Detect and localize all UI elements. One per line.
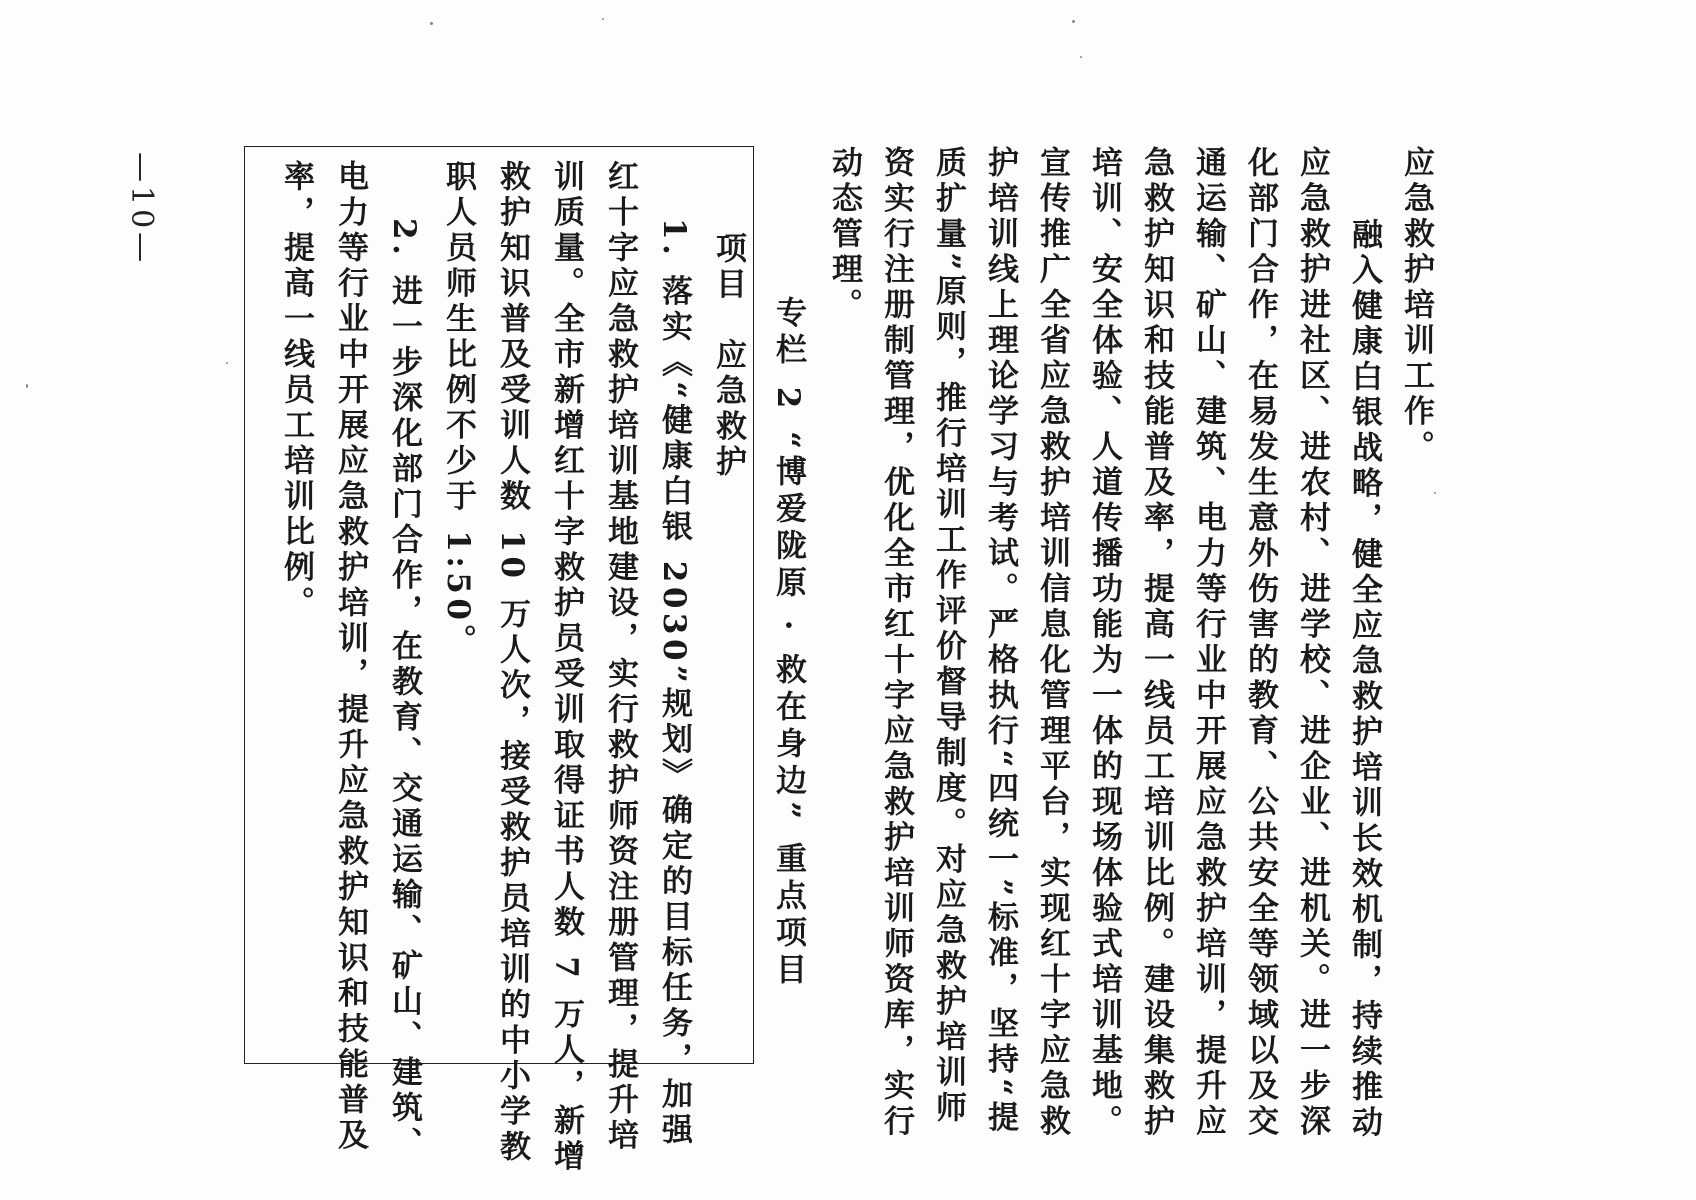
- column-title: 专栏 2 “博爱陇原 · 救在身边” 重点项目: [770, 296, 806, 990]
- body-line-7: 培训、安全体验、人道传播功能为一体的现场体验式培训基地。: [1086, 146, 1122, 1140]
- scan-speck: [602, 18, 604, 20]
- body-line-6: 急救护知识和技能普及率，提高一线员工培训比例。建设集救护: [1138, 146, 1174, 1140]
- column-line-2: 红十字应急救护培训基地建设，实行救护师资注册管理，提升培: [602, 160, 638, 1154]
- body-line-8: 宣传推广全省应急救护培训信息化管理平台，实现红十字应急救: [1034, 146, 1070, 1140]
- scan-speck: [1072, 20, 1075, 23]
- column-item-heading: 项目 应急救护: [710, 232, 746, 481]
- scan-speck: [26, 384, 28, 388]
- body-line-5: 通运输、矿山、建筑、电力等行业中开展应急救护培训，提升应: [1190, 146, 1226, 1140]
- scan-speck: [1080, 56, 1082, 58]
- body-line-3: 应急救护进社区、进农村、进学校、进企业、进机关。进一步深: [1294, 146, 1330, 1140]
- column-line-4: 救护知识普及受训人数 10 万人次，接受救护员培训的中小学教: [494, 160, 530, 1166]
- scan-speck: [1434, 492, 1436, 494]
- column-line-1: 1. 落实《“健康白银 2030”规划》确定的目标任务，加强: [656, 218, 692, 1149]
- body-line-11: 资实行注册制管理，优化全市红十字应急救护培训师资库，实行: [878, 146, 914, 1140]
- column-line-5: 职人员师生比例不少于 1:50。: [440, 160, 476, 660]
- body-line-2: 融入健康白银战略，健全应急救护培训长效机制，持续推动: [1346, 218, 1382, 1141]
- body-line-12: 动态管理。: [826, 146, 862, 324]
- body-line-9: 护培训线上理论学习与考试。严格执行“四统一”标准，坚持“提: [982, 146, 1018, 1136]
- body-line-10: 质扩量”原则，推行培训工作评价督导制度。对应急救护培训师: [930, 146, 966, 1127]
- column-line-7: 电力等行业中开展应急救护培训，提升应急救护知识和技能普及: [332, 160, 368, 1154]
- body-line-1: 应急救护培训工作。: [1398, 146, 1434, 466]
- column-line-3: 训质量。全市新增红十字救护员受训取得证书人数 7 万人，新增: [548, 160, 584, 1176]
- scan-speck: [226, 362, 228, 364]
- body-line-4: 化部门合作，在易发生意外伤害的教育、公共安全等领域以及交: [1242, 146, 1278, 1140]
- column-line-6: 2. 进一步深化部门合作，在教育、交通运输、矿山、建筑、: [386, 218, 422, 1163]
- page-number: —10—: [124, 152, 159, 267]
- scan-speck: [430, 22, 433, 25]
- column-line-8: 率，提高一线员工培训比例。: [278, 160, 314, 622]
